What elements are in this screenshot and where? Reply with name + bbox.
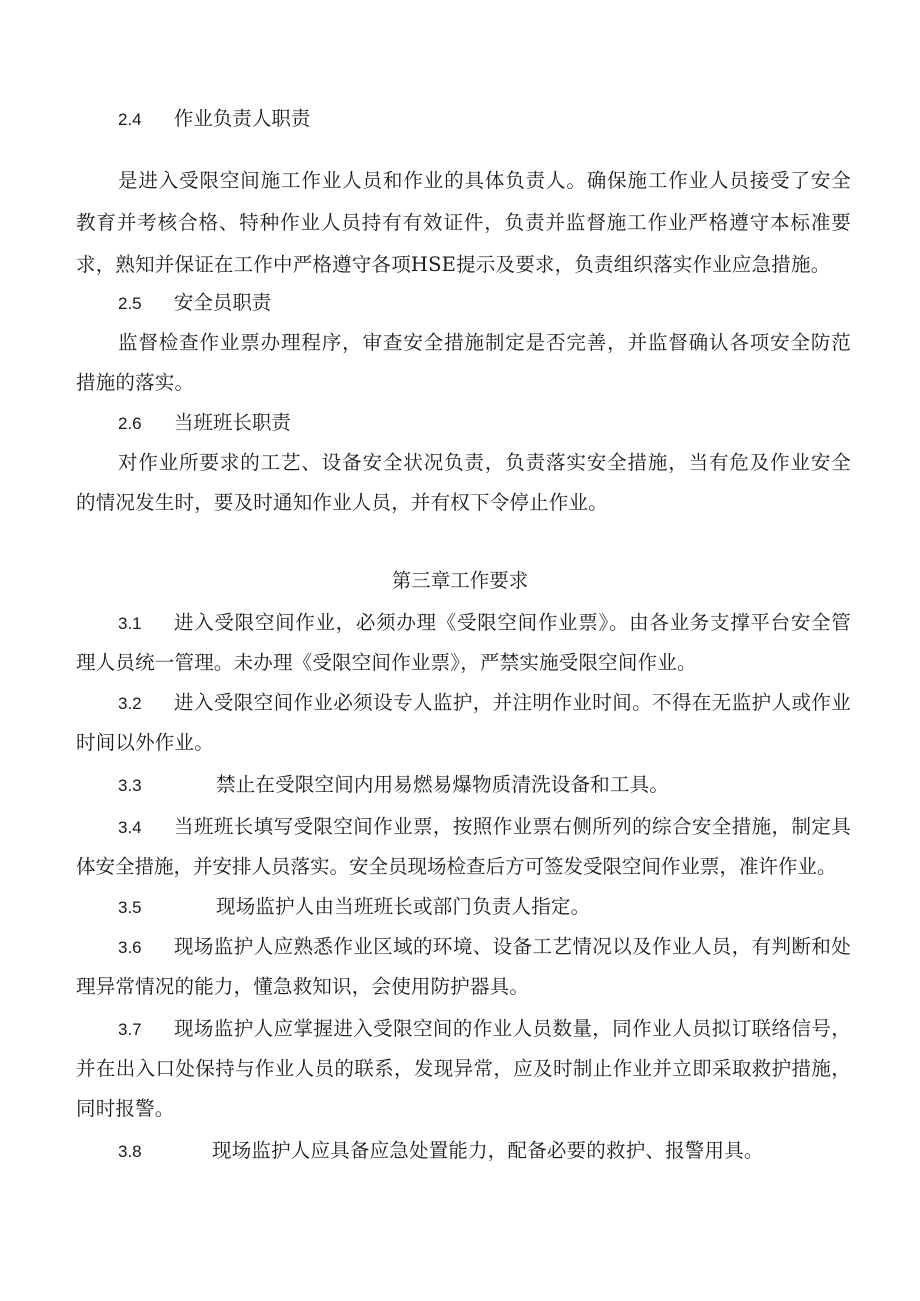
item-number-3-3 (118, 770, 142, 801)
paragraph-line: 时间以外作业。 (76, 731, 214, 754)
item-number: 3.6 (118, 938, 142, 957)
paragraph-line: 体安全措施，并安排人员落实。安全员现场检查后方可签发受限空间作业票，准许作业。 (76, 855, 837, 878)
item-number: 3.7 (118, 1020, 142, 1039)
paragraph-line: 理异常情况的能力，懂急救知识，会使用防护器具。 (76, 975, 530, 998)
item-number: 3.5 (118, 898, 142, 917)
section-title: 作业负责人职责 (173, 107, 311, 130)
paragraph-line: 的情况发生时，要及时通知作业人员，并有权下令停止作业。 (76, 491, 608, 514)
paragraph-line: 现场监护人应具备应急处置能力，配备必要的救护、报警用具。 (212, 1139, 764, 1162)
paragraph-line: 措施的落实。 (76, 371, 195, 394)
paragraph-line: 教育并考核合格、特种作业人员持有有效证件，负责并监督施工作业严格遵守本标准要 (76, 211, 851, 234)
paragraph-line: 是进入受限空间施工作业人员和作业的具体负责人。确保施工作业人员接受了安全 (118, 169, 851, 192)
section-number: 2.5 (118, 294, 142, 313)
paragraph-line: 并在出入口处保持与作业人员的联系，发现异常，应及时制止作业并立即采取救护措施， (76, 1057, 851, 1080)
paragraph-line: 禁止在受限空间内用易燃易爆物质清洗设备和工具。 (216, 773, 670, 796)
paragraph-line: 监督检查作业票办理程序，审查安全措施制定是否完善，并监督确认各项安全防范 (118, 331, 851, 354)
item-number-3-7 (118, 1014, 142, 1045)
item-number: 3.4 (118, 818, 142, 837)
section-heading-2-4 (118, 104, 310, 135)
section-number: 2.6 (118, 414, 142, 433)
section-heading-2-6 (118, 408, 291, 439)
item-number-3-4 (118, 812, 142, 843)
item-number: 3.1 (118, 614, 142, 633)
paragraph-line: 同时报警。 (76, 1097, 175, 1120)
item-number-3-8 (118, 1136, 142, 1167)
paragraph-line: 求，熟知并保证在工作中严格遵守各项HSE提示及要求，负责组织落实作业应急措施。 (76, 253, 831, 276)
paragraph-line: 理人员统一管理。未办理《受限空间作业票》，严禁实施受限空间作业。 (76, 651, 697, 674)
item-number: 3.2 (118, 694, 142, 713)
item-number: 3.8 (118, 1142, 142, 1161)
section-title: 安全员职责 (173, 291, 272, 314)
item-number-3-5 (118, 892, 142, 923)
paragraph-line: 当班班长填写受限空间作业票，按照作业票右侧所列的综合安全措施，制定具 (174, 815, 851, 838)
chapter-title: 第三章工作要求 (391, 569, 529, 592)
item-number-3-6 (118, 932, 142, 963)
item-number-3-1 (118, 608, 142, 639)
paragraph-line: 进入受限空间作业必须设专人监护，并注明作业时间。不得在无监护人或作业 (174, 691, 851, 714)
paragraph-line: 对作业所要求的工艺、设备安全状况负责，负责落实安全措施，当有危及作业安全 (118, 451, 851, 474)
paragraph-line: 现场监护人应熟悉作业区域的环境、设备工艺情况以及作业人员，有判断和处 (174, 935, 851, 958)
section-title: 当班班长职责 (173, 411, 291, 434)
section-number: 2.4 (118, 110, 142, 129)
item-number: 3.3 (118, 776, 142, 795)
item-number-3-2 (118, 688, 142, 719)
section-heading-2-5 (118, 288, 271, 319)
paragraph-line: 现场监护人应掌握进入受限空间的作业人员数量，同作业人员拟订联络信号， (174, 1017, 851, 1040)
paragraph-line: 现场监护人由当班班长或部门负责人指定。 (216, 895, 591, 918)
paragraph-line: 进入受限空间作业，必须办理《受限空间作业票》。由各业务支撑平台安全管 (174, 611, 851, 634)
